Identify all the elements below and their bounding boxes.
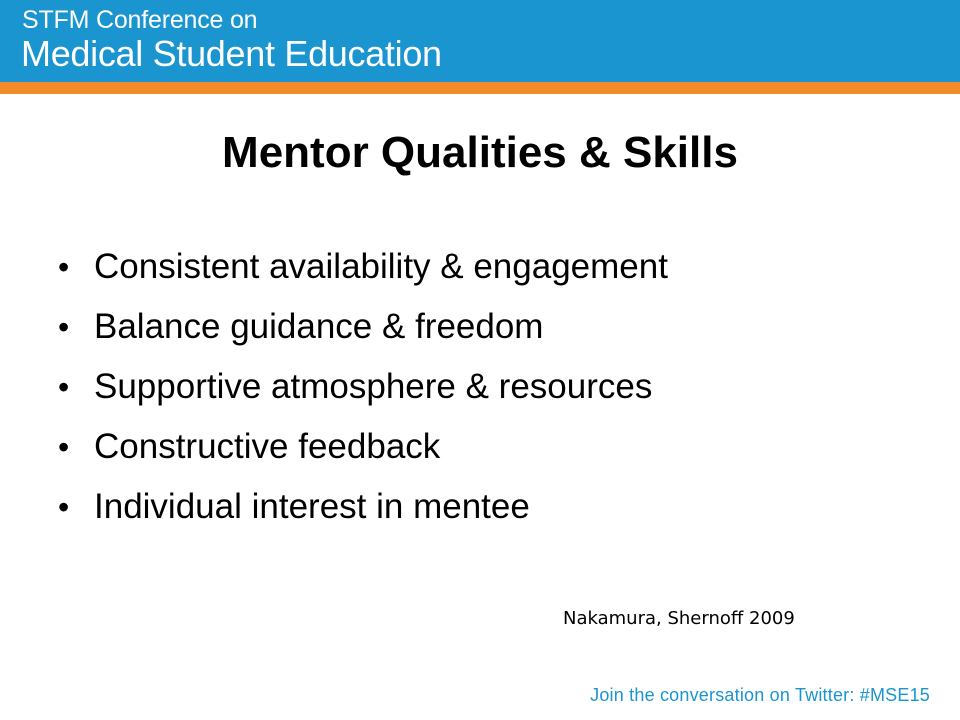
bullet-item bbox=[58, 477, 898, 537]
bullet-icon: • bbox=[58, 429, 70, 465]
bullet-list bbox=[58, 237, 898, 537]
bullet-item bbox=[58, 357, 898, 417]
conference-name-line2: Medical Student Education bbox=[21, 33, 442, 74]
slide-title: Mentor Qualities & Skills bbox=[222, 128, 738, 177]
bullet-icon: • bbox=[58, 249, 70, 285]
bullet-item bbox=[58, 417, 898, 477]
bullet-icon: • bbox=[58, 489, 70, 525]
citation: Nakamura, Shernoff 2009 bbox=[563, 608, 795, 629]
bullet-text: Balance guidance & freedom bbox=[94, 307, 544, 346]
bullet-item bbox=[58, 237, 898, 297]
header-banner bbox=[0, 0, 960, 82]
bullet-item bbox=[58, 297, 898, 357]
twitter-hashtag-footer: Join the conversation on Twitter: #MSE15 bbox=[590, 685, 930, 705]
bullet-text: Consistent availability & engagement bbox=[94, 247, 668, 286]
bullet-icon: • bbox=[58, 309, 70, 345]
bullet-text: Individual interest in mentee bbox=[94, 487, 530, 526]
bullet-icon: • bbox=[58, 369, 70, 405]
header-orange-stripe bbox=[0, 82, 960, 94]
conference-name-line1: STFM Conference on bbox=[22, 6, 258, 34]
bullet-text: Constructive feedback bbox=[94, 427, 441, 466]
bullet-text: Supportive atmosphere & resources bbox=[94, 367, 653, 406]
